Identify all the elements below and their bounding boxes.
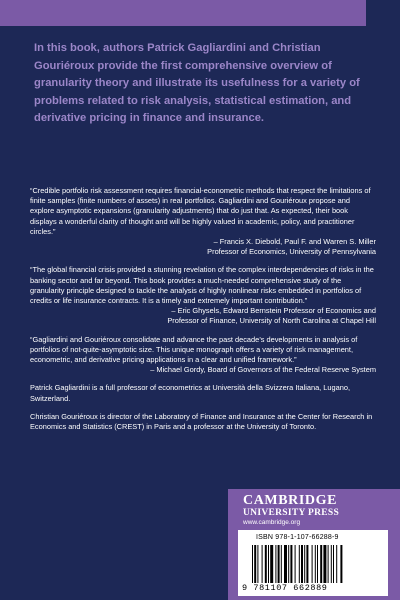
endorsement-affiliation: Professor of Economics, University of Pennsylvania (207, 247, 376, 257)
endorsement-text: “Gagliardini and Gouriéroux consolidate and advance the past decade’s developments in analysis of portfolios of not-quite-asymptotic size. This unique monograph offers a variety of risk management, econometric, and derivative pricing applications in a clear and unified framework.” (30, 334, 358, 365)
barcode-box (238, 530, 388, 596)
endorsement-gordy (30, 335, 376, 376)
endorsement-ghysels (30, 265, 376, 326)
endorsement-text: “The global financial crisis provided a stunning revelation of the complex interdependencies of risks in the banking sector and far beyond. This book provides a much-needed comprehensive study of the granularity principle designed to tackle the analysis of highly nonlinear risks embedded in portfolios of credits or life insurance contracts. It is a timely and extremely important contribution.” (30, 265, 374, 306)
author-bio-gourieroux: Christian Gouriéroux is director of the Laboratory of Finance and Insurance at the Center for Research in Economics and Statistics (CREST) in Paris and a professor at the University of Toronto. (30, 411, 373, 432)
endorsement-attribution: – Eric Ghysels, Edward Bernstein Professor of Economics and (171, 306, 376, 316)
barcode-icon (252, 545, 374, 583)
endorsement-attribution: – Michael Gordy, Board of Governors of the Federal Reserve System (150, 365, 376, 375)
top-accent-stripe (0, 0, 400, 26)
publisher-subtitle: UNIVERSITY PRESS (243, 508, 340, 518)
top-stripe-corner (366, 0, 400, 26)
book-blurb: In this book, authors Patrick Gagliardini and Christian Gouriéroux provide the first comprehensive overview of granularity theory and illustrate its usefulness for a variety of problems related to risk analysis, statistical estimation, and derivative pricing in finance and insurance. (34, 42, 360, 125)
publisher-name: CAMBRIDGE (243, 493, 338, 508)
endorsement-affiliation: Professor of Finance, University of North Carolina at Chapel Hill (167, 316, 376, 326)
isbn-label: ISBN 978-1-107-66288-9 (256, 534, 339, 541)
endorsement-text: “Credible portfolio risk assessment requires financial-econometric methods that respect the limitations of finite samples (finite numbers of assets) in real portfolios. Gagliardini and Gouriéroux propose and explore asymptotic expansions (granularity adjustments) that do just that. As expected, their book displays a wonderful clarity of thought and will be highly valued in academic, policy, and practitioner circles.” (30, 186, 371, 236)
endorsement-attribution: – Francis X. Diebold, Paul F. and Warren S. Miller (213, 237, 376, 247)
publisher-block (228, 489, 400, 600)
author-bio-gagliardini: Patrick Gagliardini is a full professor of econometrics at Università della Svizzera Italiana, Lugano, Switzerland. (30, 383, 351, 403)
endorsements (30, 186, 376, 440)
publisher-url: www.cambridge.org (243, 519, 301, 526)
endorsement-diebold (30, 186, 376, 257)
barcode-number: 9 781107 662889 (242, 583, 328, 593)
